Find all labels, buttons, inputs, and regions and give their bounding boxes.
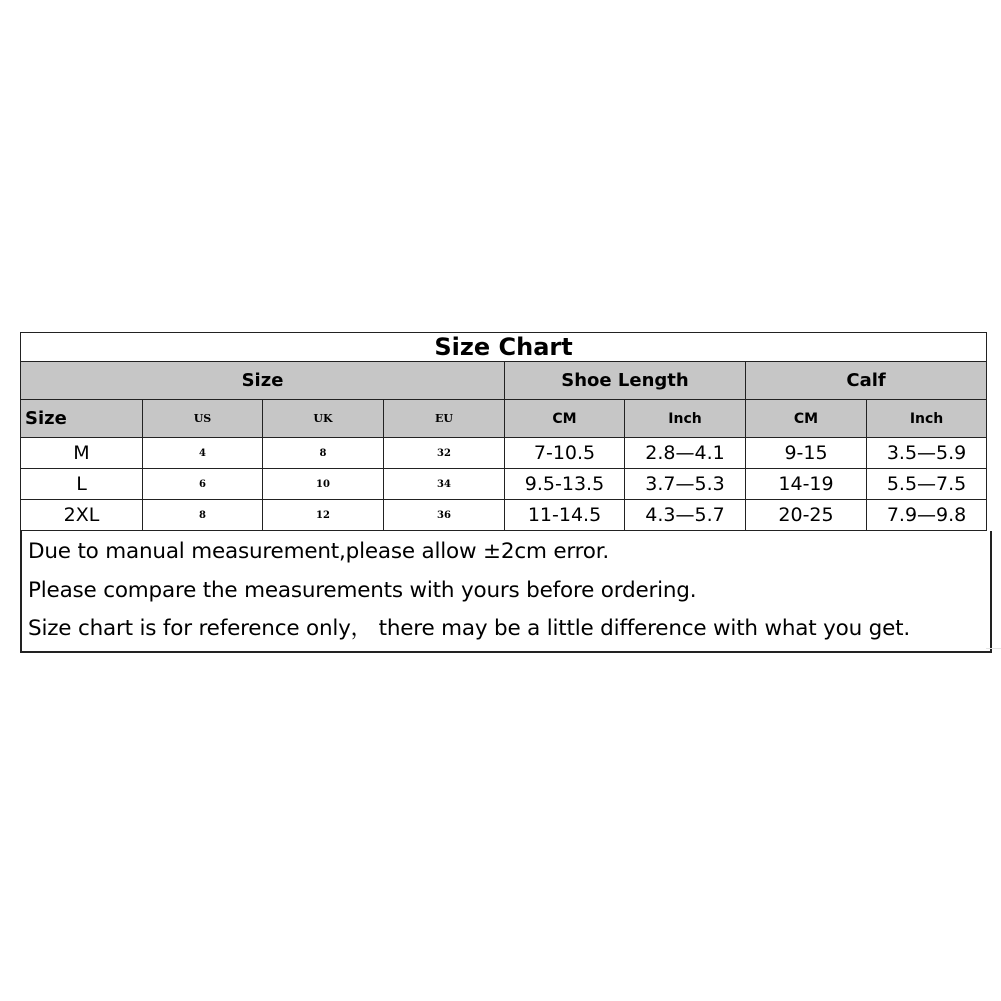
size-chart-table	[20, 332, 987, 531]
note-line: Size chart is for reference only， there may be a little difference with what you get.	[28, 616, 911, 641]
column-header-eu: EU	[384, 400, 505, 438]
cell-us: 8	[143, 500, 263, 531]
note-line: Please compare the measurements with yours before ordering.	[28, 577, 697, 603]
cell-shoe-inch: 2.8—4.1	[625, 438, 746, 469]
column-header-calf-inch: Inch	[867, 400, 987, 438]
calf-group-header: Calf	[746, 362, 987, 400]
chart-title: Size Chart	[21, 333, 987, 362]
column-header-size: Size	[21, 400, 143, 438]
group-header-row	[21, 362, 987, 400]
cell-size: M	[21, 438, 143, 469]
cell-shoe-inch: 4.3—5.7	[625, 500, 746, 531]
cell-size: 2XL	[21, 500, 143, 531]
cell-eu: 32	[384, 438, 505, 469]
cell-shoe-cm: 11-14.5	[505, 500, 625, 531]
cell-uk: 10	[263, 469, 384, 500]
divider	[986, 648, 1001, 649]
table-row	[21, 500, 987, 531]
cell-us: 4	[143, 438, 263, 469]
cell-calf-inch: 5.5—7.5	[867, 469, 987, 500]
cell-eu: 36	[384, 500, 505, 531]
cell-calf-cm: 20-25	[746, 500, 867, 531]
cell-calf-cm: 14-19	[746, 469, 867, 500]
cell-size: L	[21, 469, 143, 500]
cell-uk: 12	[263, 500, 384, 531]
cell-shoe-inch: 3.7—5.3	[625, 469, 746, 500]
cell-shoe-cm: 7-10.5	[505, 438, 625, 469]
column-header-calf-cm: CM	[746, 400, 867, 438]
cell-calf-inch: 3.5—5.9	[867, 438, 987, 469]
column-header-shoe-inch: Inch	[625, 400, 746, 438]
cell-calf-inch: 7.9—9.8	[867, 500, 987, 531]
table-row	[21, 438, 987, 469]
cell-calf-cm: 9-15	[746, 438, 867, 469]
column-header-shoe-cm: CM	[505, 400, 625, 438]
cell-uk: 8	[263, 438, 384, 469]
size-group-header: Size	[21, 362, 505, 400]
column-header-us: US	[143, 400, 263, 438]
cell-us: 6	[143, 469, 263, 500]
cell-eu: 34	[384, 469, 505, 500]
table-row	[21, 469, 987, 500]
shoe-length-group-header: Shoe Length	[505, 362, 746, 400]
column-header-row	[21, 400, 987, 438]
size-chart	[20, 332, 986, 653]
column-header-uk: UK	[263, 400, 384, 438]
note-line: Due to manual measurement,please allow ±2cm error.	[28, 539, 610, 564]
notes-box	[20, 531, 992, 653]
cell-shoe-cm: 9.5-13.5	[505, 469, 625, 500]
